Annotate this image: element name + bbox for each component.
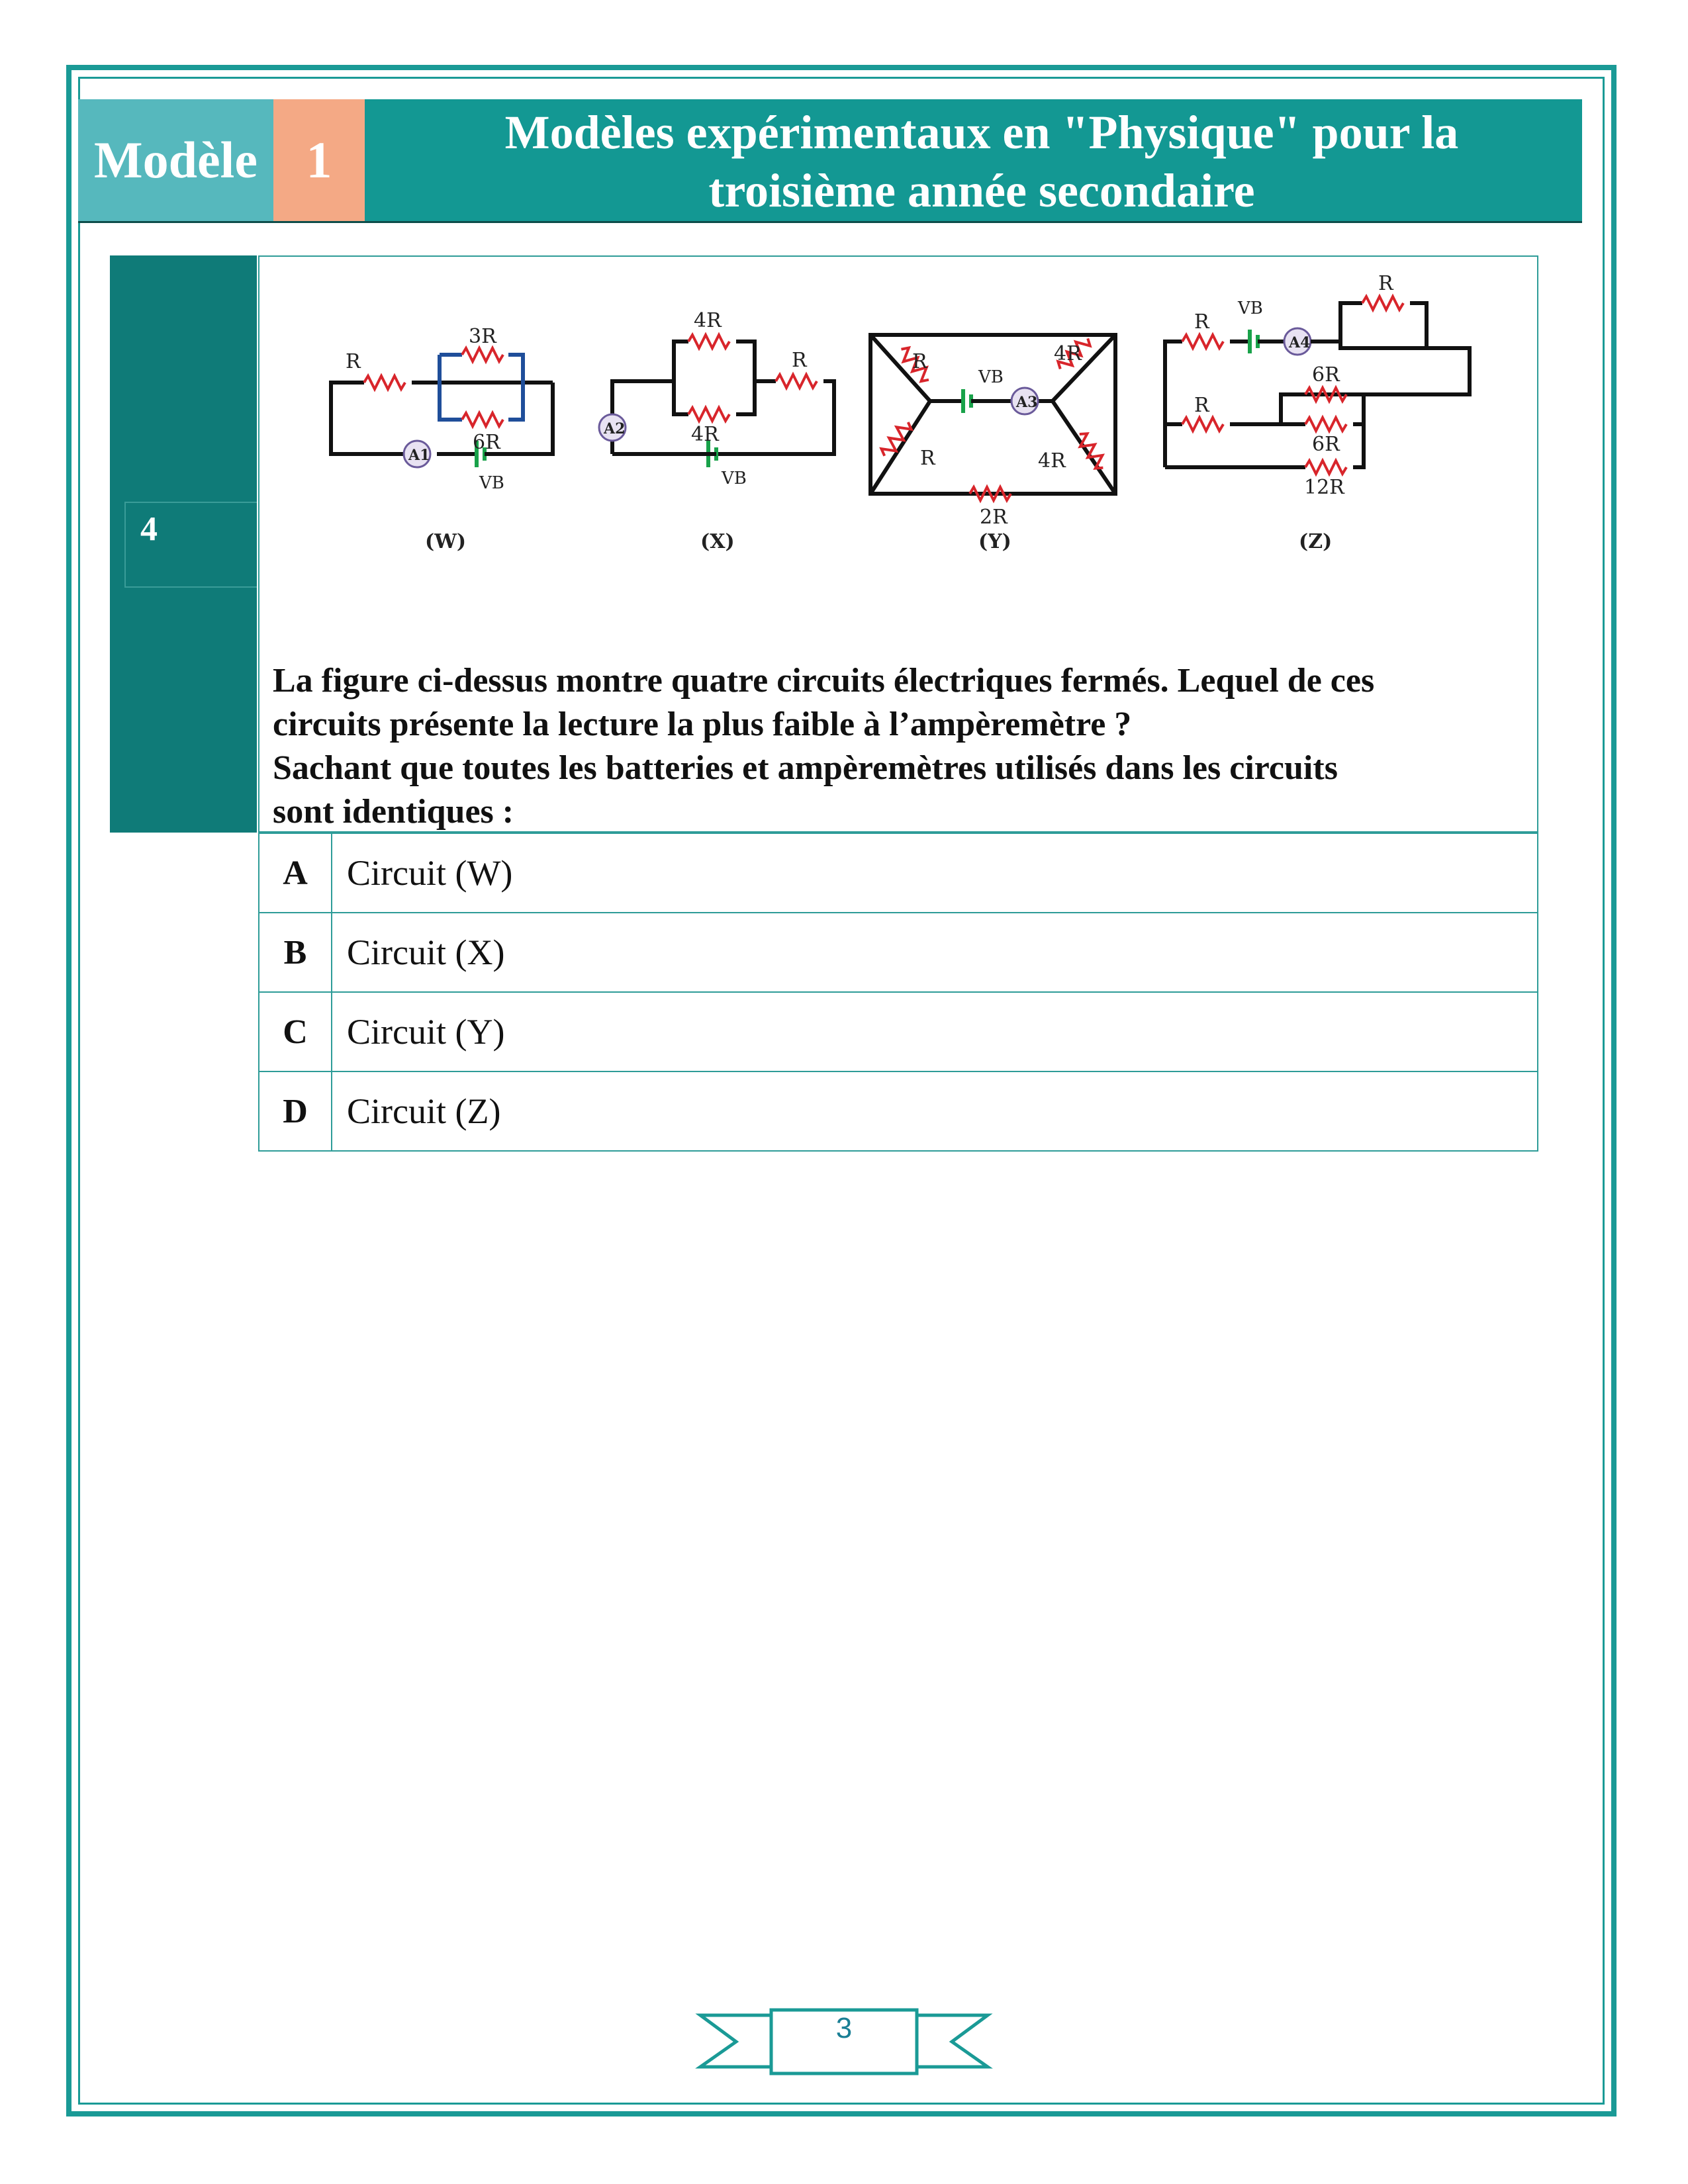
circuit-w (331, 325, 553, 553)
answer-letter: A (259, 833, 332, 913)
question-text-line4: sont identiques : (273, 793, 514, 831)
svg-text:(X): (X) (700, 530, 735, 553)
resistor-x-4r-top (688, 335, 729, 348)
answer-row-b[interactable] (259, 913, 1538, 992)
answer-option[interactable]: Circuit (Z) (332, 1071, 1538, 1151)
answer-row-c[interactable] (259, 992, 1538, 1071)
page-header (78, 99, 1582, 223)
resistor-y-4r-bottom (1074, 430, 1109, 471)
answer-letter: D (259, 1071, 332, 1151)
answer-table (258, 833, 1538, 1152)
question-number: 4 (140, 510, 158, 548)
resistor-z-r-top-left (1182, 335, 1223, 348)
svg-text:4R: 4R (1038, 449, 1066, 473)
model-label: Modèle (78, 99, 273, 221)
svg-text:R: R (1378, 272, 1393, 295)
question-text-line2: circuits présente la lecture la plus faible à l’ampèremètre ? (273, 705, 1132, 743)
svg-text:R: R (346, 350, 361, 373)
circuits-figure (311, 262, 1489, 606)
answer-option[interactable]: Circuit (W) (332, 833, 1538, 913)
svg-text:A4: A4 (1289, 334, 1311, 351)
svg-text:(W): (W) (425, 530, 467, 553)
model-number: 1 (273, 99, 365, 221)
svg-text:VB: VB (978, 367, 1004, 387)
resistor-z-6r-b (1305, 418, 1346, 431)
resistor-w-r (364, 376, 405, 389)
svg-text:A3: A3 (1016, 394, 1038, 411)
svg-text:R: R (920, 447, 935, 470)
svg-text:R: R (912, 350, 927, 373)
svg-text:(Z): (Z) (1299, 530, 1333, 553)
header-title-line2: troisième année secondaire (708, 164, 1255, 217)
answer-option[interactable]: Circuit (Y) (332, 992, 1538, 1071)
svg-text:A1: A1 (408, 447, 430, 464)
question-text (273, 659, 1530, 834)
svg-text:6R: 6R (1312, 433, 1340, 456)
resistor-w-3r (462, 348, 503, 361)
page-number: 3 (835, 2012, 853, 2044)
header-title (383, 103, 1581, 220)
svg-text:VB: VB (722, 469, 747, 488)
resistor-x-4r-bottom (688, 408, 729, 421)
svg-text:12R: 12R (1304, 476, 1344, 499)
header-title-line1: Modèles expérimentaux en "Physique" pour la (504, 106, 1459, 159)
svg-text:3R: 3R (469, 325, 496, 348)
svg-text:A2: A2 (604, 420, 626, 437)
resistor-x-r (776, 375, 817, 388)
circuit-z (1165, 272, 1470, 553)
svg-text:R: R (1194, 394, 1209, 417)
answer-letter: C (259, 992, 332, 1071)
resistor-w-6r (462, 413, 503, 426)
resistor-z-r-left (1182, 418, 1223, 431)
answer-row-a[interactable] (259, 833, 1538, 913)
svg-text:R: R (1194, 310, 1209, 334)
svg-text:6R: 6R (1312, 363, 1340, 387)
resistor-z-6r-a (1305, 388, 1346, 401)
svg-text:(Y): (Y) (978, 530, 1011, 553)
svg-text:6R: 6R (473, 431, 500, 454)
svg-text:VB: VB (479, 473, 504, 493)
svg-text:4R: 4R (691, 423, 719, 446)
svg-text:4R: 4R (694, 309, 722, 332)
answer-row-d[interactable] (259, 1071, 1538, 1151)
question-text-line3: Sachant que toutes les batteries et ampèremètres utilisés dans les circuits (273, 749, 1338, 787)
resistor-y-2r (970, 487, 1011, 500)
resistor-z-r-top (1362, 296, 1403, 310)
circuit-x (599, 309, 834, 553)
question-text-line1: La figure ci-dessus montre quatre circuits électriques fermés. Lequel de ces (273, 662, 1375, 700)
svg-text:R: R (792, 349, 807, 372)
answer-letter: B (259, 913, 332, 992)
resistor-z-12r (1305, 461, 1346, 474)
answer-option[interactable]: Circuit (X) (332, 913, 1538, 992)
svg-text:2R: 2R (980, 506, 1008, 529)
circuit-y (870, 334, 1115, 553)
svg-text:VB: VB (1238, 298, 1263, 318)
svg-text:4R: 4R (1054, 342, 1082, 365)
